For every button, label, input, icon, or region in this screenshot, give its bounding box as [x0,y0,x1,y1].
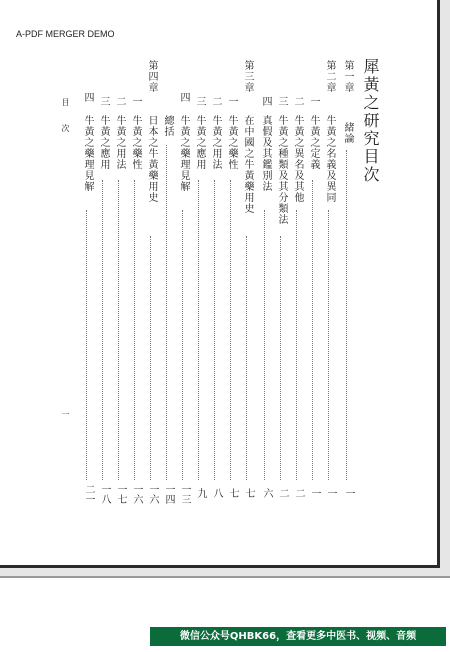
toc-page-number: 一 [325,488,336,498]
toc-leader [312,180,313,480]
page-title: 犀黃之研究目次 [361,58,380,184]
toc-entry: 牛黃之用法 [210,115,221,170]
toc-entry: 牛黃之藥理見解 [178,115,189,192]
toc-leader [230,180,231,480]
toc-leader [280,236,281,480]
toc-page-number: 二 [293,488,304,498]
toc-page-number: 一 [309,488,320,498]
toc-leader [328,210,329,480]
toc-page-number: 七 [227,488,238,498]
toc-leader [150,236,151,480]
toc-page-number: 二一 [83,484,94,504]
toc-leader [198,180,199,480]
toc-chapter-label: 第四章 [146,60,157,93]
watermark: A-PDF MERGER DEMO [16,29,115,39]
toc-leader [346,150,347,480]
toc-chapter-label: 第一章 [342,60,353,93]
toc-page-number: 一三 [179,484,190,504]
toc-chapter-label: 第三章 [242,60,253,93]
toc-page-number: 一八 [99,484,110,504]
toc-entry: 牛黃之異名及其他 [292,115,303,203]
toc-item-number: 三 [98,96,109,107]
toc-item-number: 二 [210,96,221,107]
toc-leader [134,180,135,480]
toc-entry: 牛黃之藥性 [226,115,237,170]
gutter-page-number: 一 [61,410,70,418]
toc-page-number: 六 [261,488,272,498]
toc-page-number: 二 [277,488,288,498]
toc-item-number: 二 [114,96,125,107]
promo-banner[interactable]: 微信公众号QHBK66，查看更多中医书、视频、音频 [150,627,446,646]
toc-entry: 日本之牛黃藥用史 [146,115,157,203]
toc-page-number: 一 [343,488,354,498]
toc-entry: 牛黃之名義及異同 [324,115,335,203]
toc-leader [246,236,247,480]
toc-page-number: 九 [195,488,206,498]
toc-leader [102,180,103,480]
toc-page-number: 一七 [115,484,126,504]
toc-item-number: 一 [308,96,319,107]
toc-entry: 牛黃之藥理見解 [82,115,93,192]
toc-page-number: 七 [243,488,254,498]
toc-item-number: 三 [276,96,287,107]
toc-leader [264,210,265,480]
toc-leader [166,145,167,480]
toc-leader [182,210,183,480]
toc-leader [86,210,87,480]
toc-entry: 牛黃之種類及其分類法 [276,115,287,225]
toc-page-number: 一六 [131,484,142,504]
toc-entry: 真假及其鑑別法 [260,115,271,192]
toc-item-number: 四 [260,96,271,107]
toc-item-number: 一 [226,96,237,107]
toc-leader [214,180,215,480]
toc-entry: 在中國之牛黃藥用史 [242,115,253,214]
toc-item-number: 四 [82,92,93,103]
toc-entry: 牛黃之藥性 [130,115,141,170]
toc-item-number: 二 [292,96,303,107]
toc-item-number: 三 [194,96,205,107]
toc-page-number: 八 [211,488,222,498]
toc-leader [118,180,119,480]
toc-entry: 緒論 [342,122,353,144]
toc-entry: 牛黃之應用 [194,115,205,170]
toc-page-number: 一六 [147,484,158,504]
toc-item-number: 四 [178,92,189,103]
toc-leader [296,210,297,480]
gutter-label: 目次 [61,98,70,150]
toc-entry: 總括 [162,115,173,137]
toc-entry: 牛黃之用法 [114,115,125,170]
toc-page-number: 一四 [163,484,174,504]
toc-entry: 牛黃之應用 [98,115,109,170]
toc-chapter-label: 第二章 [324,60,335,93]
toc-item-number: 一 [130,96,141,107]
toc-entry: 牛黃之定義 [308,115,319,170]
